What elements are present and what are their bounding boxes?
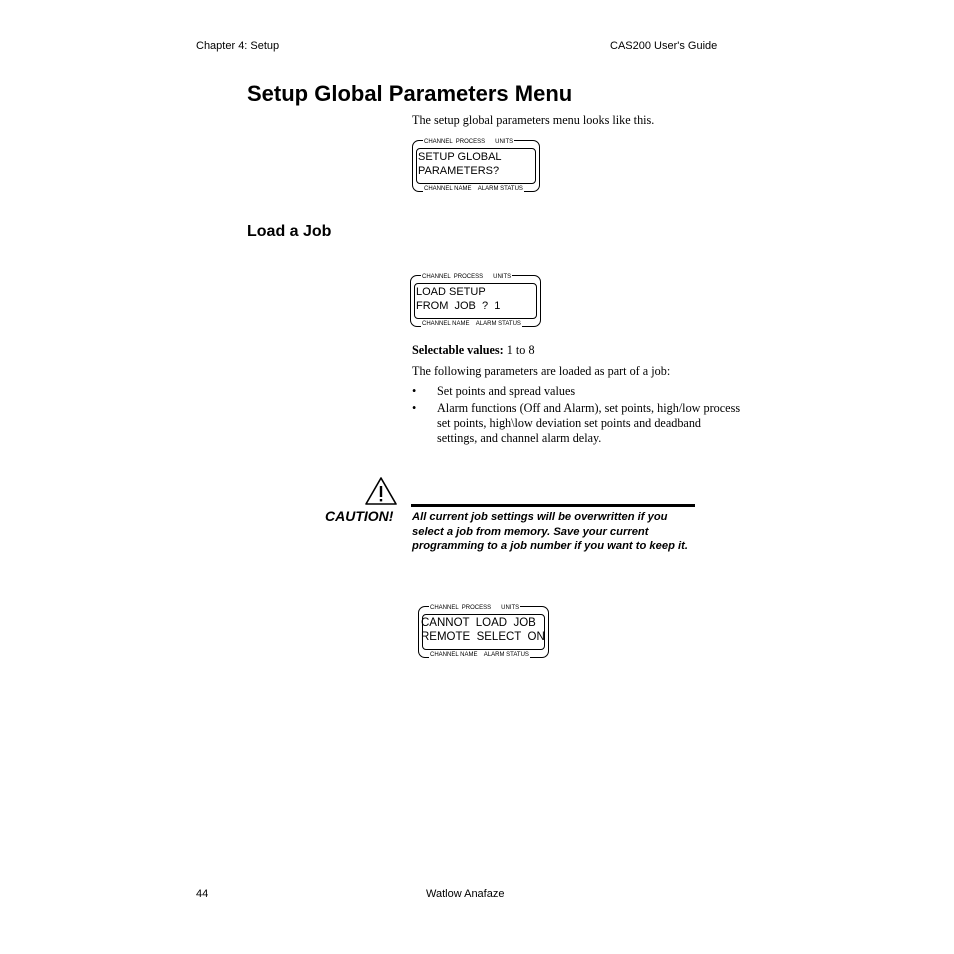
selectable-range: 1 to 8 bbox=[503, 343, 535, 357]
bullet: • bbox=[412, 384, 417, 398]
lcd-display-setup-global bbox=[412, 140, 540, 192]
section-heading-load-job: Load a Job bbox=[247, 223, 332, 240]
selectable-values bbox=[412, 343, 535, 358]
parameter-list bbox=[412, 384, 742, 446]
caution-label: CAUTION! bbox=[325, 508, 394, 524]
lcd-top-labels: CHANNEL PROCESS UNITS bbox=[430, 605, 520, 611]
lcd-top-labels: CHANNEL PROCESS UNITS bbox=[424, 139, 514, 145]
list-item: • Set points and spread values bbox=[412, 384, 576, 398]
caution-rule bbox=[411, 504, 695, 507]
page-number: 44 bbox=[196, 888, 209, 900]
lcd-bottom-labels: CHANNEL NAME ALARM STATUS bbox=[422, 321, 521, 327]
list-item: • Alarm functions (Off and Alarm), set points, high/low process set points, high\low deviation set points and deadband settings, and channel alarm delay. bbox=[412, 401, 741, 445]
lcd-line-2: REMOTE SELECT ON bbox=[421, 631, 545, 643]
lcd-bottom-labels: CHANNEL NAME ALARM STATUS bbox=[430, 652, 529, 658]
lcd-display-cannot-load bbox=[418, 606, 549, 658]
header-chapter: Chapter 4: Setup bbox=[196, 40, 280, 52]
footer-company: Watlow Anafaze bbox=[426, 888, 505, 900]
lcd-bottom-labels: CHANNEL NAME ALARM STATUS bbox=[424, 186, 523, 192]
intro-text: The setup global parameters menu looks like this. bbox=[412, 113, 655, 127]
header-guide-title: CAS200 User's Guide bbox=[610, 40, 718, 52]
lcd-line-2: PARAMETERS? bbox=[418, 165, 500, 177]
lcd-line-1: LOAD SETUP bbox=[416, 286, 486, 298]
warning-triangle-icon bbox=[364, 476, 398, 506]
lcd-top-labels: CHANNEL PROCESS UNITS bbox=[422, 274, 512, 280]
lcd-display-load-setup bbox=[410, 275, 541, 327]
page-title: Setup Global Parameters Menu bbox=[247, 81, 573, 106]
selectable-label: Selectable values: bbox=[412, 343, 504, 357]
lcd-line-2: FROM JOB ? 1 bbox=[416, 300, 501, 312]
following-text: The following parameters are loaded as part of a job: bbox=[412, 364, 671, 378]
lcd-line-1: CANNOT LOAD JOB bbox=[421, 617, 536, 629]
bullet: • bbox=[412, 401, 417, 415]
caution-text: All current job settings will be overwritten if you select a job from memory. Save your current programming to a job number if you want to keep it. bbox=[412, 511, 688, 553]
lcd-line-1: SETUP GLOBAL bbox=[418, 151, 502, 163]
